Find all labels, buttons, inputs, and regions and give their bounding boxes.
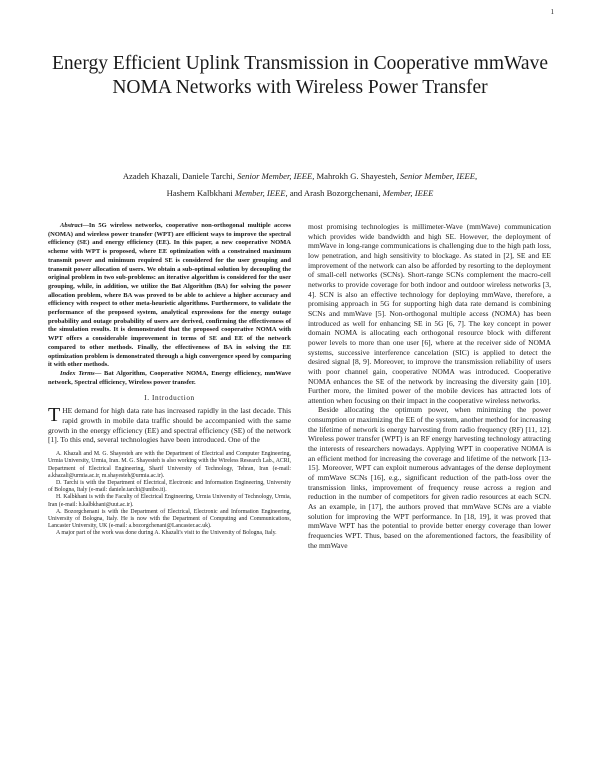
author-names-1a: Azadeh Khazali, Daniele Tarchi, (122, 171, 238, 181)
author-affil-1b: Senior Member, IEEE, (237, 171, 315, 181)
abstract-label: Abstract (60, 222, 83, 229)
abstract-text: —In 5G wireless networks, cooperative non-orthogonal multiple access (NOMA) and wireless power transfer (WPT) are efficient ways to improve the spectral efficiency (SE) and energy efficiency (EE). In this paper, a new cooperative NOMA scheme with WPT is proposed, where EE optimization with a constrained maximum transmit power and minimum required SE is considered for the user grouping and transmit power allocation of users. We obtain a sub-optimal solution by decoupling the original problem in two sub-problems: an iterative algorithm is considered for the user grouping, while, in addition, we utilize the Bat Algorithm (BA) for solving the power allocation problem, where BA was proved to be able to achieve a higher accuracy and efficiency with respect to other meta-heuristic algorithms. Furthermore, to validate the performance of the proposed system, analytical expressions for the energy outage probability and outage probability of users are derived, confirming the effectiveness of the simulation results. It is demonstrated that the proposed cooperative NOMA with WPT offers a considerable improvement in terms of SE and EE of the network compared to other methods. Finally, the effectiveness of BA in solving the EE optimization problem is demonstrated through a high convergence speed by comparing it with other methods. (48, 222, 291, 369)
right-column (308, 222, 551, 550)
author-names-1c: Mahrokh G. Shayesteh, (314, 171, 400, 181)
footnote: A. Khazali and M. G. Shayesteh are with the Department of Electrical and Computer Engineering, Urmia University, Urmia, Iran. M. G. Shayesteh is also working with the Wireless Research Lab., ACRI, Department of Electrical Engineering, Sharif University of Technology, Tehran, Iran (e-mail: a.khazali@urmia.ac.ir, m.shayesteh@urmia.ac.ir). (48, 451, 291, 479)
author-line-1 (40, 168, 560, 185)
author-affil-2d: Member, IEEE (382, 188, 434, 198)
left-column (48, 222, 291, 538)
page-number: 1 (550, 8, 554, 16)
abstract (48, 222, 291, 370)
author-affil-2b: Member, IEEE, (234, 188, 288, 198)
author-affil-1d: Senior Member, IEEE, (399, 171, 478, 181)
paper-title: Energy Efficient Uplink Transmission in Cooperative mmWave NOMA Networks with Wireless Power Transfer (52, 53, 548, 98)
body-paragraph: most promising technologies is millimeter-Wave (mmWave) communication which provides wide bandwidth and high SE. However, the deployment of mmWave in long-range communications is challenging due to the high path loss, low penetration, and high sensitivity to blockage. As stated in [2], SE and EE improvement of the network can also be afforded by resorting to the deployment of small-cell networks (SCNs). Short-range SCNs complement the macro-cell networks to provide coverage for both indoor and outdoor wireless networks [3, 4]. SCN is also an effective technology for deploying mmWave, therefore, a promising approach in 5G for supporting high data rate demand is combining SCNs and mmWave [5]. Non-orthogonal multiple access (NOMA) has been introduced as well for enhancing SE in 5G [6, 7]. The key concept in power domain NOMA is allocating each orthogonal resource block with different power levels to more than one user [6], where at the receiver side of NOMA systems, successive interference cancelation (SIC) is applied to detect the desired signal [8, 9]. Moreover, to improve the transmission reliability of users with poor channel gain, cooperative NOMA was introduced. Cooperative NOMA enhances the SE of the network by increasing the diversity gain [10]. Further more, the limited power of the mobile devices has attracted lots of attention when focusing on their impact in the cooperative wireless networks. (308, 222, 551, 405)
author-names-2c: and Arash Bozorgchenani, (287, 188, 383, 198)
footnote: H. Kalbkhani is with the Faculty of Electrical Engineering, Urmia University of Technology, Urmia, Iran (e-mail: h.kalbkhani@uut.ac.ir). (48, 494, 291, 508)
author-names-2a: Hashem Kalbkhani (166, 188, 235, 198)
index-terms (48, 370, 291, 387)
body-paragraph: Beside allocating the optimum power, when minimizing the power consumption or maximizing the EE of the system, another method for increasing the lifetime of network is energy harvesting from radio frequency (RF) [11, 12]. Wireless power transfer (WPT) is an RF energy harvesting technology attracting the interests of researchers nowadays. Applying WPT in cooperative NOMA is an efficient method for increasing the coverage and lifetime of the network [13-15]. Moreover, WPT can exploit numerous advantages of the dense deployment of mmWave SCNs [16], e.g., significant reduction of the path-loss over the transmission links, improvement of frequency reuse across a region and reduction in the number of competitors for given radio resources at each SCN. As an example, in [17], the authors proved that mmWave SCNs are a viable solution for improving the WPT performance. In [18, 19], it was proved that mmWave WPT has the potential to provide better energy coverage than lower frequencies WPT. Thus, based on the aforementioned factors, the feasibility of the mmWave (308, 405, 551, 550)
footnotes (48, 451, 291, 537)
drop-cap: T (48, 404, 61, 427)
footnote: A major part of the work was done during A. Khazali's visit to the University of Bologna, Italy. (56, 530, 277, 537)
intro-paragraph-text: HE demand for high data rate has increased rapidly in the last decade. This rapid growth in mobile data traffic should be accompanied with the same growth in the energy efficiency (EE) and spectral efficiency (SE) of the network [1]. To this end, several technologies have been introduced. One of the (48, 406, 291, 445)
footnote: D. Tarchi is with the Department of Electrical, Electronic and Information Engineering, University of Bologna, Italy (e-mail: daniele.tarchi@unibo.it). (48, 479, 291, 494)
author-list (40, 168, 560, 202)
author-line-2 (40, 185, 560, 202)
intro-paragraph (48, 406, 291, 445)
index-terms-text: — Bat Algorithm, Cooperative NOMA, Energy efficiency, mmWave network, Spectral efficiency, Wireless power transfer. (48, 369, 291, 386)
footnote: A. Bozorgchenani is with the Department of Electrical, Electronic and Information Engineering, University of Bologna, Italy. He is now with the Department of Computing and Communications, Lancaster University, UK (e-mail: a.bozorgchenani@Lancaster.ac.uk). (48, 508, 291, 530)
section-heading-introduction: I. Introduction (144, 394, 195, 403)
index-terms-label: Index Terms (60, 369, 95, 377)
